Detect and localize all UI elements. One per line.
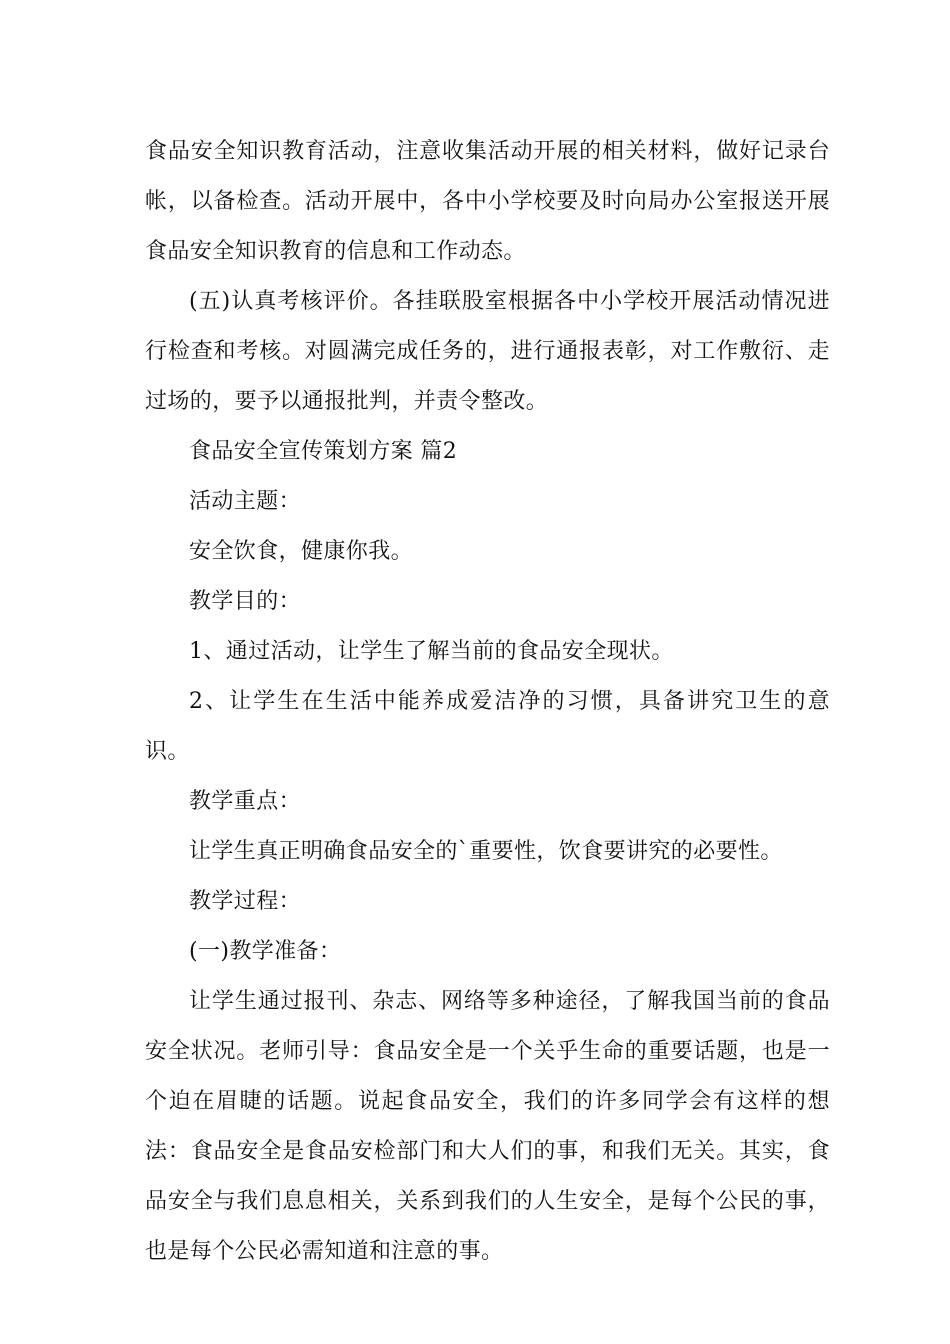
document-body xyxy=(145,127,830,1277)
teaching-goal-item-2: 2、让学生在生活中能养成爱洁净的习惯，具备讲究卫生的意识。 xyxy=(145,689,830,764)
activity-theme-label: 活动主题： xyxy=(189,489,302,514)
teaching-focus-text: 让学生真正明确食品安全的`重要性，饮食要讲究的必要性。 xyxy=(189,839,783,864)
teaching-preparation-label: (一)教学准备： xyxy=(189,939,342,964)
paragraph-continuation: 食品安全知识教育活动，注意收集活动开展的相关材料，做好记录台帐，以备检查。活动开展中，各中小学校要及时向局办公室报送开展食品安全知识教育的信息和工作动态。 xyxy=(145,139,830,264)
section-heading: 食品安全宣传策划方案 篇2 xyxy=(189,439,458,464)
paragraph-assessment: (五)认真考核评价。各挂联股室根据各中小学校开展活动情况进行检查和考核。对圆满完成任务的，进行通报表彰，对工作敷衍、走过场的，要予以通报批判，并责令整改。 xyxy=(145,289,830,414)
teaching-focus-label: 教学重点： xyxy=(189,789,302,814)
teaching-goal-item-1: 1、通过活动，让学生了解当前的食品安全现状。 xyxy=(189,639,674,664)
activity-theme-text: 安全饮食，健康你我。 xyxy=(189,539,414,564)
teaching-goal-label: 教学目的： xyxy=(189,589,302,614)
teaching-process-label: 教学过程： xyxy=(189,889,302,914)
teaching-preparation-text: 让学生通过报刊、杂志、网络等多种途径，了解我国当前的食品安全状况。老师引导：食品安全是一个关乎生命的重要话题，也是一个迫在眉睫的话题。说起食品安全，我们的许多同学会有这样的想法：食品安全是食品安检部门和大人们的事，和我们无关。其实，食品安全与我们息息相关，关系到我们的人生安全，是每个公民的事，也是每个公民必需知道和注意的事。 xyxy=(145,989,830,1264)
